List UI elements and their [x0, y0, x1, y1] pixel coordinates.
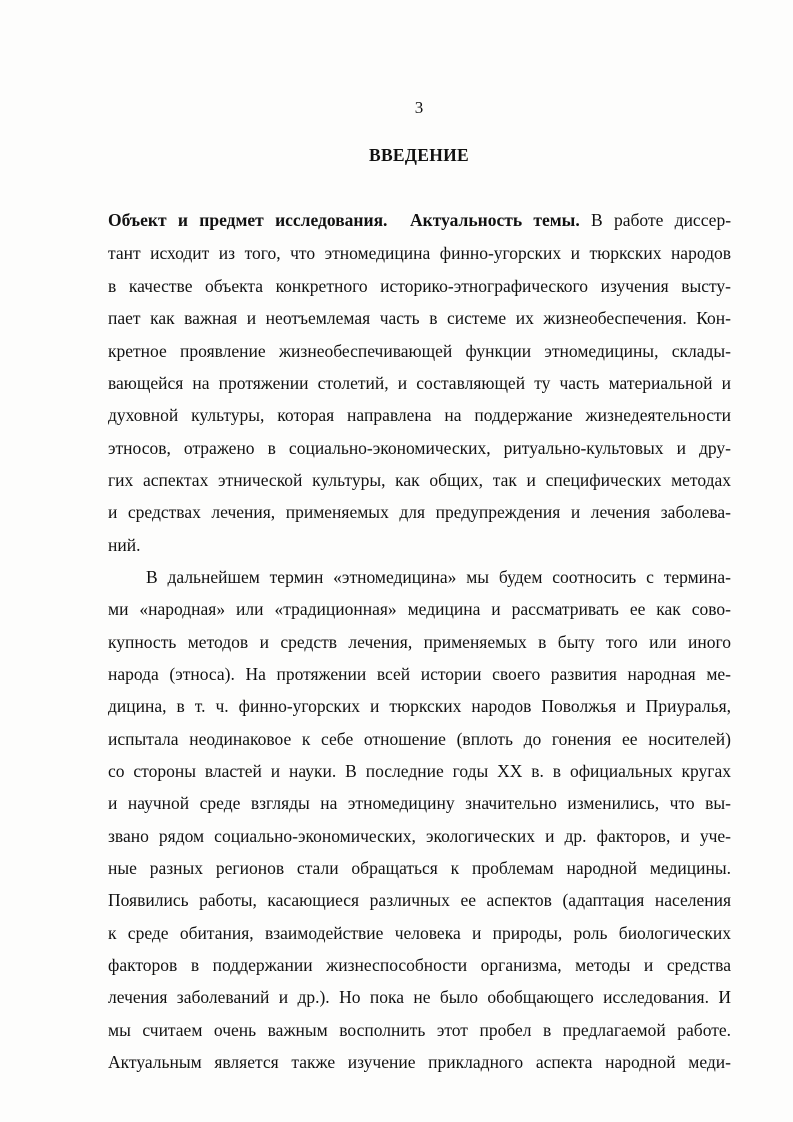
paragraph2-line: мы считаем очень важным восполнить этот пробел в предлагаемой работе. — [108, 1020, 731, 1040]
paragraph1-line: вающейся на протяжении столетий, и составляющей ту часть материальной и — [108, 373, 731, 393]
paragraph2-line: лечения заболеваний и др.). Но пока не было обобщающего исследования. И — [108, 987, 731, 1007]
bold-lead-object: Объект и предмет исследования. — [108, 210, 388, 230]
paragraph1-line: ний. — [108, 535, 141, 555]
paragraph2-line: факторов в поддержании жизнеспособности организма, методы и средства — [108, 955, 731, 975]
paragraph2-line: ми «народная» или «традиционная» медицина и рассматривать ее как сово- — [108, 599, 731, 619]
paragraph2-line: и научной среде взгляды на этномедицину значительно изменились, что вы- — [108, 793, 731, 813]
paragraph1-line: пает как важная и неотъемлемая часть в системе их жизнеобеспечения. Кон- — [108, 308, 731, 328]
paragraph2-line: к среде обитания, взаимодействие человека и природы, роль биологических — [108, 923, 731, 943]
paragraph2-line: народа (этноса). На протяжении всей истории своего развития народная ме- — [108, 664, 731, 684]
paragraph2-line: ные разных регионов стали обращаться к проблемам народной медицины. — [108, 858, 731, 878]
paragraph2-line: дицина, в т. ч. финно-угорских и тюркских народов Поволжья и Приуралья, — [108, 696, 731, 716]
paragraph2-line: со стороны властей и науки. В последние годы XX в. в официальных кругах — [108, 761, 731, 781]
paragraph2-line: купность методов и средств лечения, применяемых в быту того или иного — [108, 632, 731, 652]
paragraph1-line: тант исходит из того, что этномедицина финно-угорских и тюркских народов — [108, 243, 731, 263]
paragraph1-line-1-rest: В работе диссер- — [579, 210, 732, 230]
bold-lead-relevance: Актуальность темы. — [410, 210, 580, 230]
paragraph1-line: кретное проявление жизнеобеспечивающей функции этномедицины, склады- — [108, 341, 731, 361]
paragraph1-line: духовной культуры, которая направлена на поддержание жизнедеятельности — [108, 405, 731, 425]
paragraph2-line: Появились работы, касающиеся различных ее аспектов (адаптация населения — [108, 890, 731, 910]
paragraph1-line-1 — [108, 208, 731, 232]
paragraph1-line: в качестве объекта конкретного историко-этнографического изучения высту- — [108, 276, 731, 296]
paragraph2-line: Актуальным является также изучение прикладного аспекта народной меди- — [108, 1052, 731, 1072]
paragraph1-line: этносов, отражено в социально-экономических, ритуально-культовых и дру- — [108, 438, 731, 458]
paragraph1-line: гих аспектах этнической культуры, как общих, так и специфических методах — [108, 470, 731, 490]
paragraph2-line: звано рядом социально-экономических, экологических и др. факторов, и уче- — [108, 826, 731, 846]
paragraph2-line: В дальнейшем термин «этномедицина» мы будем соотносить с термина- — [146, 567, 731, 587]
section-heading: ВВЕДЕНИЕ — [368, 145, 470, 165]
paragraph1-line: и средствах лечения, применяемых для предупреждения и лечения заболева- — [108, 502, 731, 522]
page-number: 3 — [414, 98, 424, 117]
paragraph2-line: испытала неодинаковое к себе отношение (вплоть до гонения ее носителей) — [108, 729, 731, 749]
